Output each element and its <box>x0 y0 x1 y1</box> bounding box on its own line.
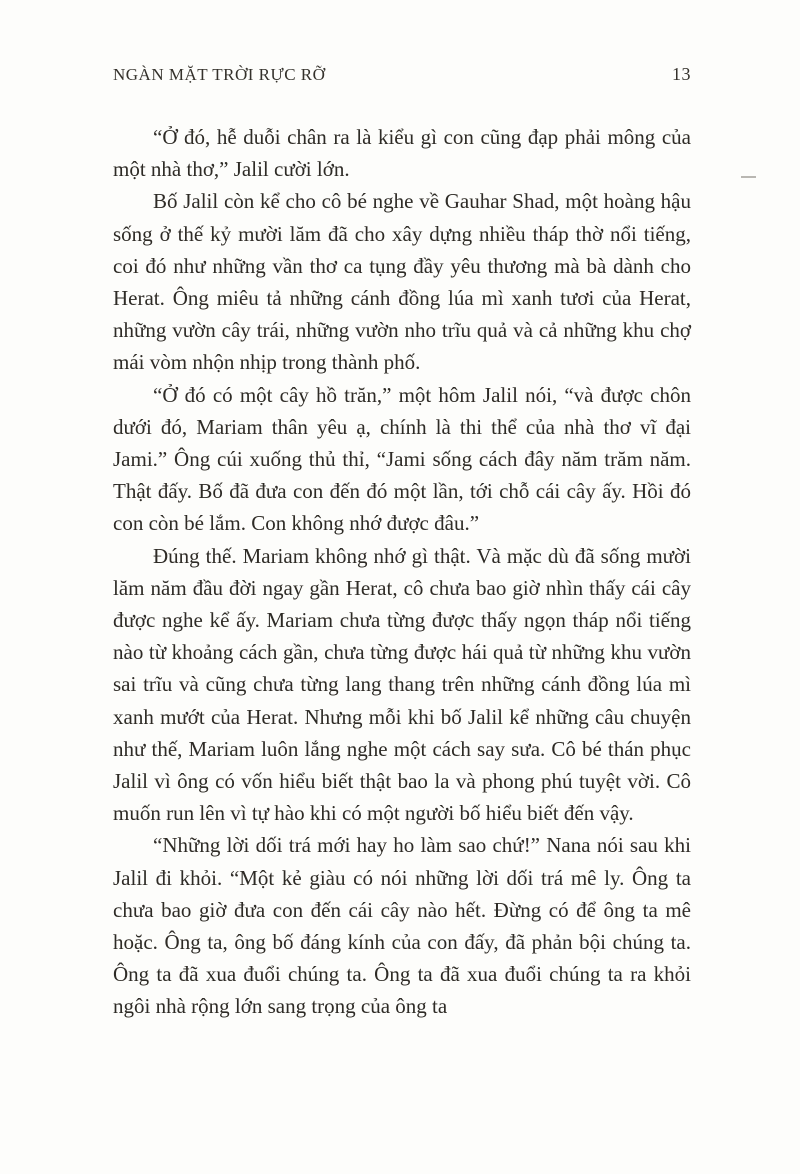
paragraph: Đúng thế. Mariam không nhớ gì thật. Và mặc dù đã sống mười lăm năm đầu đời ngay gần Herat, cô chưa bao giờ nhìn thấy cái cây được nghe kể ấy. Mariam chưa từng được thấy ngọn tháp nổi tiếng nào từ khoảng cách gần, chưa từng được hái quả từ những khu vườn sai trĩu và cũng chưa từng lang thang trên những cánh đồng lúa mì xanh mướt của Herat. Nhưng mỗi khi bố Jalil kể những câu chuyện như thế, Mariam luôn lắng nghe một cách say sưa. Cô bé thán phục Jalil vì ông có vốn hiểu biết thật bao la và phong phú tuyệt vời. Cô muốn run lên vì tự hào khi có một người bố hiểu biết đến vậy. <box>113 543 691 826</box>
paragraph: “Ở đó có một cây hồ trăn,” một hôm Jalil nói, “và được chôn dưới đó, Mariam thân yêu ạ, chính là thi thể của nhà thơ vĩ đại Jami.” Ông cúi xuống thủ thỉ, “Jami sống cách đây năm trăm năm. Thật đấy. Bố đã đưa con đến đó một lần, tới chỗ cái cây ấy. Hồi đó con còn bé lắm. Con không nhớ được đâu.” <box>113 382 691 536</box>
paragraph: Bố Jalil còn kể cho cô bé nghe về Gauhar Shad, một hoàng hậu sống ở thế kỷ mười lăm đã cho xây dựng nhiều tháp thờ nổi tiếng, coi đó như những vần thơ ca tụng đầy yêu thương mà bà dành cho Herat. Ông miêu tả những cánh đồng lúa mì xanh tươi của Herat, những vườn cây trái, những vườn nho trĩu quả và cả những khu chợ mái vòm nhộn nhịp trong thành phố. <box>113 189 691 375</box>
page-body <box>113 121 691 1023</box>
page-header <box>113 64 691 85</box>
running-title: NGÀN MẶT TRỜI RỰC RỠ <box>113 65 326 84</box>
paragraph: “Ở đó, hễ duỗi chân ra là kiểu gì con cũng đạp phải mông của một nhà thơ,” Jalil cười lớn. <box>113 125 691 182</box>
page-number: 13 <box>672 64 691 84</box>
paragraph: “Những lời dối trá mới hay ho làm sao chứ!” Nana nói sau khi Jalil đi khỏi. “Một kẻ giàu có nói những lời dối trá mê ly. Ông ta chưa bao giờ đưa con đến cái cây nào hết. Đừng có để ông ta mê hoặc. Ông ta, ông bố đáng kính của con đấy, đã phản bội chúng ta. Ông ta đã xua đuổi chúng ta. Ông ta đã xua đuổi chúng ta ra khỏi ngôi nhà rộng lớn sang trọng của ông ta <box>113 833 691 1019</box>
scan-artifact-mark <box>741 176 756 178</box>
